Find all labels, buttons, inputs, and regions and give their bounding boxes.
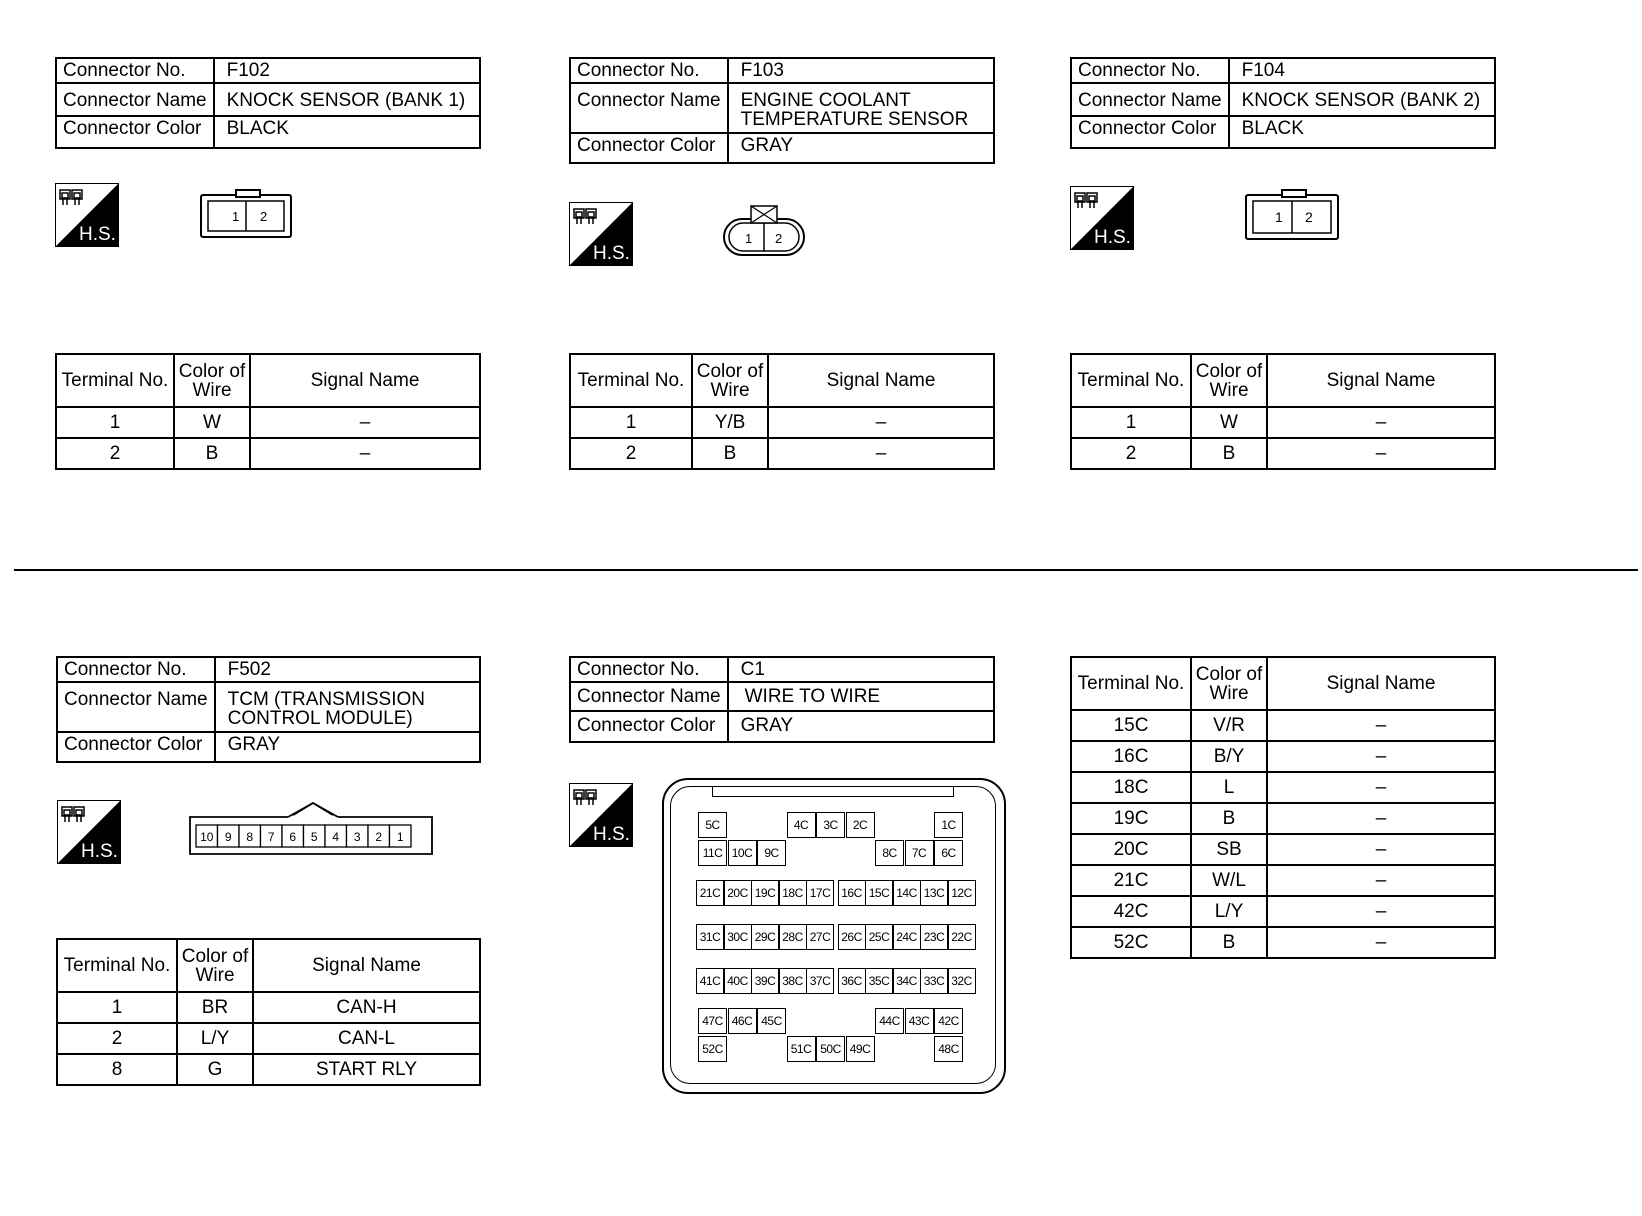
- cell-wire: BR: [177, 992, 253, 1023]
- c1-cavity: 13C: [920, 880, 948, 906]
- f103-connector-face: [722, 203, 808, 259]
- cell-terminal: 15C: [1071, 710, 1191, 741]
- f102-pin-1: 1: [232, 209, 240, 224]
- cell-wire: L/Y: [1191, 896, 1267, 927]
- f103-info-table: [569, 57, 995, 164]
- header-terminal-no: Terminal No.: [1071, 657, 1191, 710]
- table-row: [1071, 710, 1495, 741]
- label-connector-no: Connector No.: [570, 58, 728, 83]
- label-connector-no: Connector No.: [1071, 58, 1229, 83]
- label-connector-name: Connector Name: [56, 83, 214, 116]
- label-connector-no: Connector No.: [57, 657, 215, 682]
- c1-cavity: 25C: [865, 924, 893, 950]
- c1-cavity: 24C: [893, 924, 921, 950]
- cell-wire: SB: [1191, 834, 1267, 865]
- header-terminal-no: Terminal No.: [56, 354, 174, 407]
- c1-cavity: 26C: [838, 924, 866, 950]
- table-row: [570, 438, 994, 469]
- c1-info-table: [569, 656, 995, 743]
- f502-pin-label: 2: [375, 830, 383, 844]
- cell-terminal: 2: [570, 438, 692, 469]
- cell-terminal: 16C: [1071, 741, 1191, 772]
- c1-cavity: 4C: [787, 812, 816, 838]
- label-connector-color: Connector Color: [57, 732, 215, 762]
- f502-terminal-table: [56, 938, 481, 1086]
- c1-cavity: 41C: [696, 968, 724, 994]
- f104-info-table: [1070, 57, 1496, 149]
- cell-wire: L: [1191, 772, 1267, 803]
- c1-cavity: 48C: [934, 1036, 963, 1062]
- header-signal-name: Signal Name: [1267, 354, 1495, 407]
- f103-pin-2: 2: [775, 231, 783, 246]
- cell-wire: B: [174, 438, 250, 469]
- header-signal-name: Signal Name: [768, 354, 994, 407]
- cell-terminal: 1: [56, 407, 174, 438]
- table-row: [57, 1054, 480, 1085]
- c1-cavity: 39C: [751, 968, 779, 994]
- f102-info-table: [55, 57, 481, 149]
- c1-cavity: 33C: [920, 968, 948, 994]
- c1-cavity: 11C: [698, 840, 727, 866]
- cell-terminal: 1: [570, 407, 692, 438]
- cell-wire: B: [1191, 927, 1267, 958]
- c1-cavity: 27C: [806, 924, 834, 950]
- f102-connector-name: KNOCK SENSOR (BANK 1): [214, 83, 480, 116]
- f104-connector-color: BLACK: [1229, 116, 1495, 148]
- cell-terminal: 1: [1071, 407, 1191, 438]
- c1-cavity: 49C: [846, 1036, 875, 1062]
- table-row: [1071, 772, 1495, 803]
- c1-cavity: 7C: [905, 840, 934, 866]
- f502-pin-label: 8: [246, 830, 254, 844]
- c1-cavity: 5C: [698, 812, 727, 838]
- c1-cavity: 34C: [893, 968, 921, 994]
- c1-cavity: 37C: [806, 968, 834, 994]
- harness-side-icon: [1070, 186, 1134, 250]
- section-divider: [14, 569, 1638, 571]
- c1-connector-name: WIRE TO WIRE: [728, 682, 994, 711]
- cell-terminal: 21C: [1071, 865, 1191, 896]
- cell-terminal: 19C: [1071, 803, 1191, 834]
- f102-connector-face: [200, 189, 300, 239]
- table-row: [1071, 803, 1495, 834]
- f104-terminal-table: [1070, 353, 1496, 470]
- header-color-of-wire: Color of Wire: [1191, 657, 1267, 710]
- c1-cavity: 47C: [698, 1008, 727, 1034]
- f104-pin-1: 1: [1275, 209, 1283, 225]
- c1-cavity: 42C: [934, 1008, 963, 1034]
- label-connector-name: Connector Name: [1071, 83, 1229, 116]
- label-connector-no: Connector No.: [56, 58, 214, 83]
- cell-terminal: 42C: [1071, 896, 1191, 927]
- cell-signal: START RLY: [253, 1054, 480, 1085]
- f103-pin-1: 1: [745, 231, 753, 246]
- cell-signal: –: [1267, 710, 1495, 741]
- cell-wire: L/Y: [177, 1023, 253, 1054]
- c1-cavity: 14C: [893, 880, 921, 906]
- c1-cavity: 38C: [779, 968, 807, 994]
- cell-signal: –: [1267, 803, 1495, 834]
- f502-pin-label: 3: [353, 830, 361, 844]
- table-row: [1071, 927, 1495, 958]
- c1-cavity: 46C: [728, 1008, 757, 1034]
- label-connector-color: Connector Color: [1071, 116, 1229, 148]
- c1-cavity: 10C: [728, 840, 757, 866]
- c1-cavity: 17C: [806, 880, 834, 906]
- harness-side-icon: [569, 202, 633, 266]
- cell-signal: –: [1267, 927, 1495, 958]
- c1-cavity: 16C: [838, 880, 866, 906]
- cell-wire: V/R: [1191, 710, 1267, 741]
- cell-terminal: 52C: [1071, 927, 1191, 958]
- f104-connector-name: KNOCK SENSOR (BANK 2): [1229, 83, 1495, 116]
- f103-terminal-table: [569, 353, 995, 470]
- cell-signal: –: [768, 438, 994, 469]
- table-row: [1071, 865, 1495, 896]
- c1-cavity: 31C: [696, 924, 724, 950]
- c1-cavity: 32C: [948, 968, 976, 994]
- cell-wire: B/Y: [1191, 741, 1267, 772]
- cell-terminal: 18C: [1071, 772, 1191, 803]
- cell-signal: –: [1267, 865, 1495, 896]
- label-connector-name: Connector Name: [570, 83, 728, 133]
- c1-cavity: 28C: [779, 924, 807, 950]
- cell-terminal: 20C: [1071, 834, 1191, 865]
- c1-cavity: 45C: [757, 1008, 786, 1034]
- c1-cavity: 1C: [934, 812, 963, 838]
- cell-signal: –: [1267, 896, 1495, 927]
- header-signal-name: Signal Name: [250, 354, 480, 407]
- c1-cavity: 29C: [751, 924, 779, 950]
- harness-side-icon: [55, 183, 119, 247]
- c1-connector-color: GRAY: [728, 711, 994, 742]
- f104-connector-no: F104: [1229, 58, 1495, 83]
- c1-cavity: 18C: [779, 880, 807, 906]
- header-terminal-no: Terminal No.: [1071, 354, 1191, 407]
- header-signal-name: Signal Name: [253, 939, 480, 992]
- f502-pin-label: 1: [396, 830, 404, 844]
- c1-cavity: 36C: [838, 968, 866, 994]
- label-connector-name: Connector Name: [57, 682, 215, 732]
- label-connector-no: Connector No.: [570, 657, 728, 682]
- c1-cavity: 44C: [875, 1008, 904, 1034]
- header-signal-name: Signal Name: [1267, 657, 1495, 710]
- header-color-of-wire: Color of Wire: [174, 354, 250, 407]
- c1-cavity: 6C: [934, 840, 963, 866]
- table-row: [57, 992, 480, 1023]
- cell-signal: –: [1267, 407, 1495, 438]
- table-row: [56, 438, 480, 469]
- f502-pin-label: 5: [310, 830, 318, 844]
- header-terminal-no: Terminal No.: [57, 939, 177, 992]
- cell-wire: W: [174, 407, 250, 438]
- f502-connector-color: GRAY: [215, 732, 480, 762]
- f103-connector-no: F103: [728, 58, 994, 83]
- harness-side-icon: [57, 800, 121, 864]
- cell-wire: Y/B: [692, 407, 768, 438]
- cell-signal: –: [768, 407, 994, 438]
- table-row: [1071, 407, 1495, 438]
- f102-connector-no: F102: [214, 58, 480, 83]
- f103-connector-name: ENGINE COOLANT TEMPERATURE SENSOR: [728, 83, 994, 133]
- cell-signal: –: [250, 407, 480, 438]
- table-row: [1071, 834, 1495, 865]
- f502-pin-label: 9: [224, 830, 232, 844]
- c1-cavity: 40C: [724, 968, 752, 994]
- cell-signal: CAN-H: [253, 992, 480, 1023]
- table-row: [56, 407, 480, 438]
- cell-terminal: 1: [57, 992, 177, 1023]
- c1-cavity: 20C: [724, 880, 752, 906]
- label-connector-name: Connector Name: [570, 682, 728, 711]
- label-connector-color: Connector Color: [570, 133, 728, 163]
- cell-wire: G: [177, 1054, 253, 1085]
- f502-info-table: [56, 656, 481, 763]
- f502-pin-label: 4: [332, 830, 340, 844]
- f502-connector-no: F502: [215, 657, 480, 682]
- cell-wire: W/L: [1191, 865, 1267, 896]
- harness-side-icon: [569, 783, 633, 847]
- c1-connector-face: [662, 778, 1006, 1094]
- cell-terminal: 8: [57, 1054, 177, 1085]
- table-row: [570, 407, 994, 438]
- cell-signal: –: [1267, 772, 1495, 803]
- label-connector-color: Connector Color: [570, 711, 728, 742]
- f102-terminal-table: [55, 353, 481, 470]
- cell-terminal: 2: [1071, 438, 1191, 469]
- cell-signal: –: [1267, 741, 1495, 772]
- f502-pin-label: 10: [200, 830, 214, 844]
- c1-cavity: 22C: [948, 924, 976, 950]
- cell-wire: W: [1191, 407, 1267, 438]
- table-row: [57, 1023, 480, 1054]
- cell-wire: B: [1191, 438, 1267, 469]
- table-row: [1071, 896, 1495, 927]
- cell-signal: –: [250, 438, 480, 469]
- c1-cavity: 52C: [698, 1036, 727, 1062]
- c1-cavity: 12C: [948, 880, 976, 906]
- header-color-of-wire: Color of Wire: [177, 939, 253, 992]
- table-row: [1071, 741, 1495, 772]
- f102-connector-color: BLACK: [214, 116, 480, 148]
- c1-cavity: 30C: [724, 924, 752, 950]
- cell-signal: –: [1267, 438, 1495, 469]
- c1-cavity: 51C: [787, 1036, 816, 1062]
- f502-pin-label: 6: [289, 830, 297, 844]
- c1-terminal-table: [1070, 656, 1496, 959]
- c1-cavity: 3C: [816, 812, 845, 838]
- c1-cavity: 19C: [751, 880, 779, 906]
- f502-pin-label: 7: [267, 830, 275, 844]
- cell-terminal: 2: [57, 1023, 177, 1054]
- c1-cavity: 2C: [846, 812, 875, 838]
- f104-connector-face: [1245, 189, 1345, 241]
- f502-connector-name: TCM (TRANSMISSION CONTROL MODULE): [215, 682, 480, 732]
- c1-cavity: 23C: [920, 924, 948, 950]
- cell-wire: B: [1191, 803, 1267, 834]
- cell-terminal: 2: [56, 438, 174, 469]
- f103-connector-color: GRAY: [728, 133, 994, 163]
- c1-connector-no: C1: [728, 657, 994, 682]
- c1-cavity: 15C: [865, 880, 893, 906]
- f102-pin-2: 2: [260, 209, 268, 224]
- c1-cavity: 35C: [865, 968, 893, 994]
- c1-cavity: 8C: [875, 840, 904, 866]
- header-color-of-wire: Color of Wire: [1191, 354, 1267, 407]
- label-connector-color: Connector Color: [56, 116, 214, 148]
- header-terminal-no: Terminal No.: [570, 354, 692, 407]
- cell-signal: –: [1267, 834, 1495, 865]
- cell-wire: B: [692, 438, 768, 469]
- f502-connector-face: [188, 800, 434, 856]
- f104-pin-2: 2: [1305, 209, 1313, 225]
- c1-cavity: 9C: [757, 840, 786, 866]
- cell-signal: CAN-L: [253, 1023, 480, 1054]
- c1-cavity: 21C: [696, 880, 724, 906]
- c1-cavity: 43C: [905, 1008, 934, 1034]
- c1-cavity: 50C: [816, 1036, 845, 1062]
- header-color-of-wire: Color of Wire: [692, 354, 768, 407]
- table-row: [1071, 438, 1495, 469]
